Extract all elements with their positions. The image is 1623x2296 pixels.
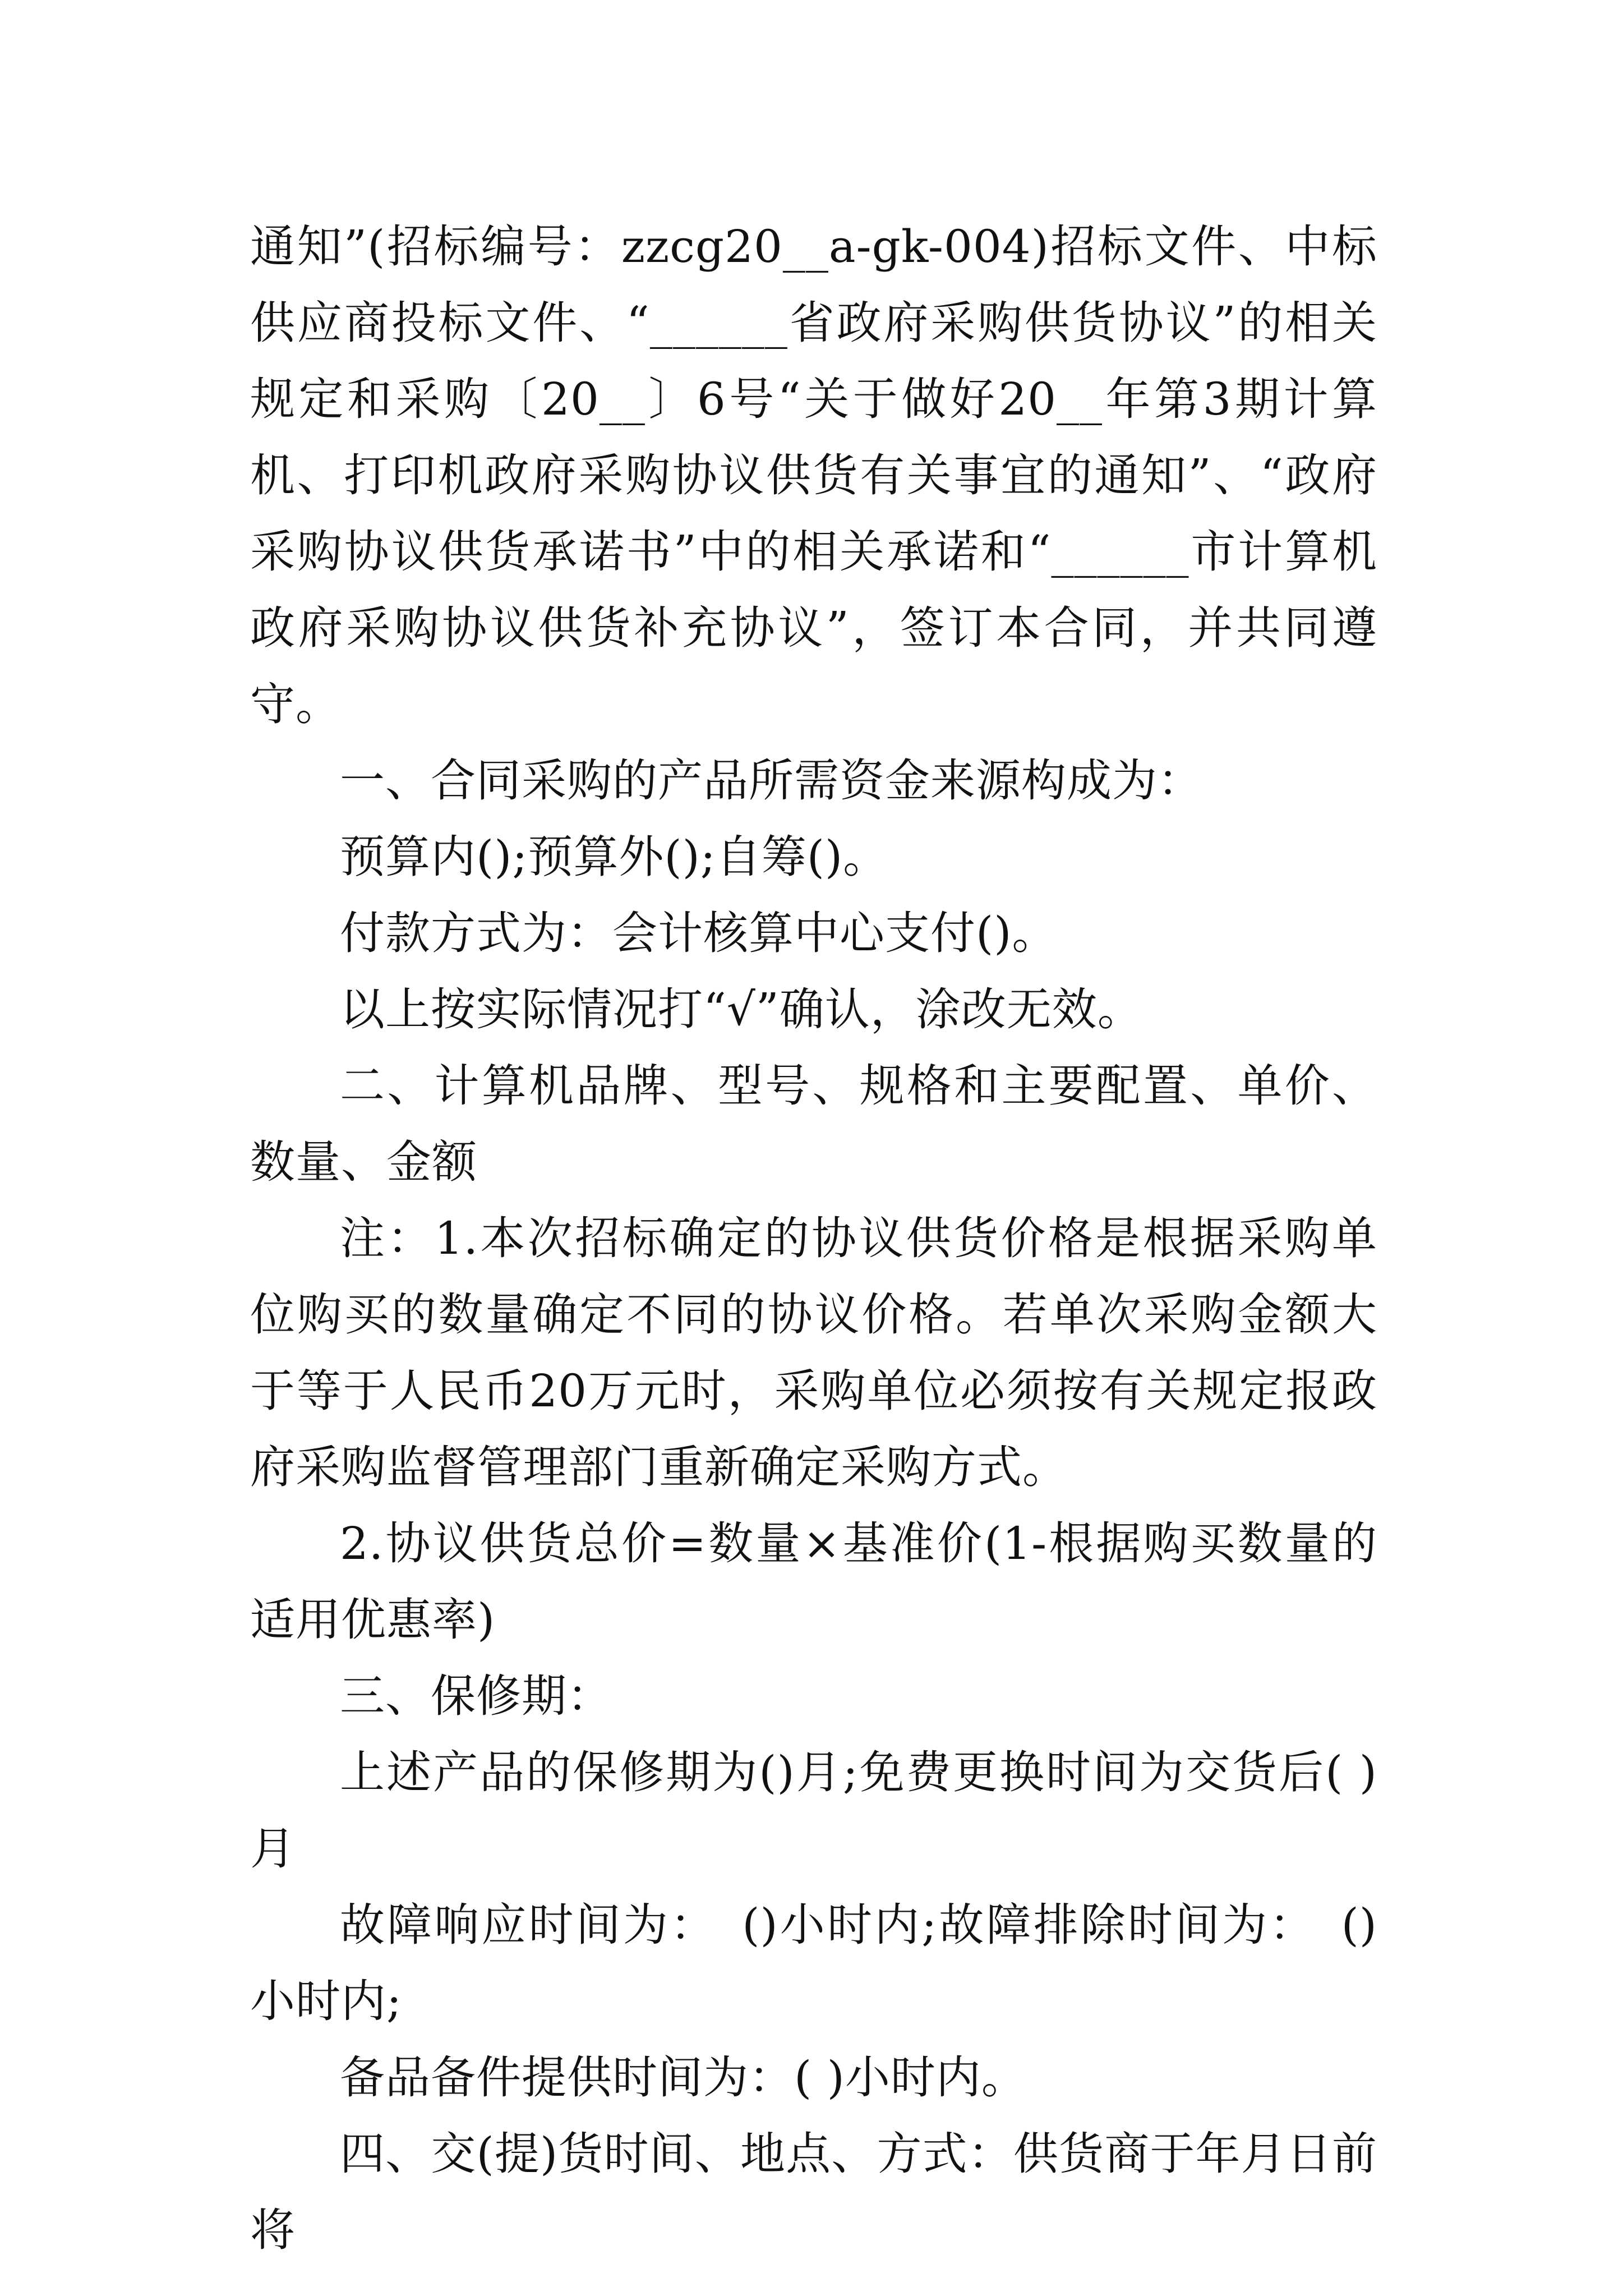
paragraph-section-3-heading: 三、保修期： [340,1670,612,1722]
paragraph-confirm-note: 以上按实际情况打“√”确认，涂改无效。 [340,983,1143,1036]
document-body [250,209,1377,2269]
paragraph-warranty-period: 上述产品的保修期为()月;免费更换时间为交货后( )月 [250,1746,1377,1875]
paragraph-note-1: 注：1.本次招标确定的协议供货价格是根据采购单位购买的数量确定不同的协议价格。若单次采购金额大于等于人民币20万元时，采购单位必须按有关规定报政府采购监督管理部门重新确定采购方式。 [250,1212,1377,1493]
paragraph-section-2-heading: 二、计算机品牌、型号、规格和主要配置、单价、数量、金额 [250,1060,1377,1188]
paragraph-section-4-heading: 四、交(提)货时间、地点、方式：供货商于年月日前将 [250,2128,1377,2256]
paragraph-payment-method: 付款方式为：会计核算中心支付()。 [340,907,1058,959]
paragraph-section-1-heading: 一、合同采购的产品所需资金来源构成为： [340,754,1203,807]
paragraph-intro: 通知”(招标编号：zzcg20__a-gk-004)招标文件、中标供应商投标文件、“______省政府采购供货协议”的相关规定和采购〔20__〕6号“关于做好20__年第3期计算机、打印机政府采购协议供货有关事宜的通知”、“政府采购协议供货承诺书”中的相关承诺和“______市计算机政府采购协议供货补充协议”，签订本合同，并共同遵守。 [250,220,1377,730]
paragraph-fund-source: 预算内();预算外();自筹()。 [340,831,889,883]
paragraph-note-2: 2.协议供货总价=数量×基准价(1-根据购买数量的适用优惠率) [250,1517,1377,1646]
paragraph-fault-response: 故障响应时间为： ()小时内;故障排除时间为： ()小时内; [250,1899,1377,2027]
paragraph-spare-parts: 备品备件提供时间为：( )小时内。 [340,2051,1027,2104]
